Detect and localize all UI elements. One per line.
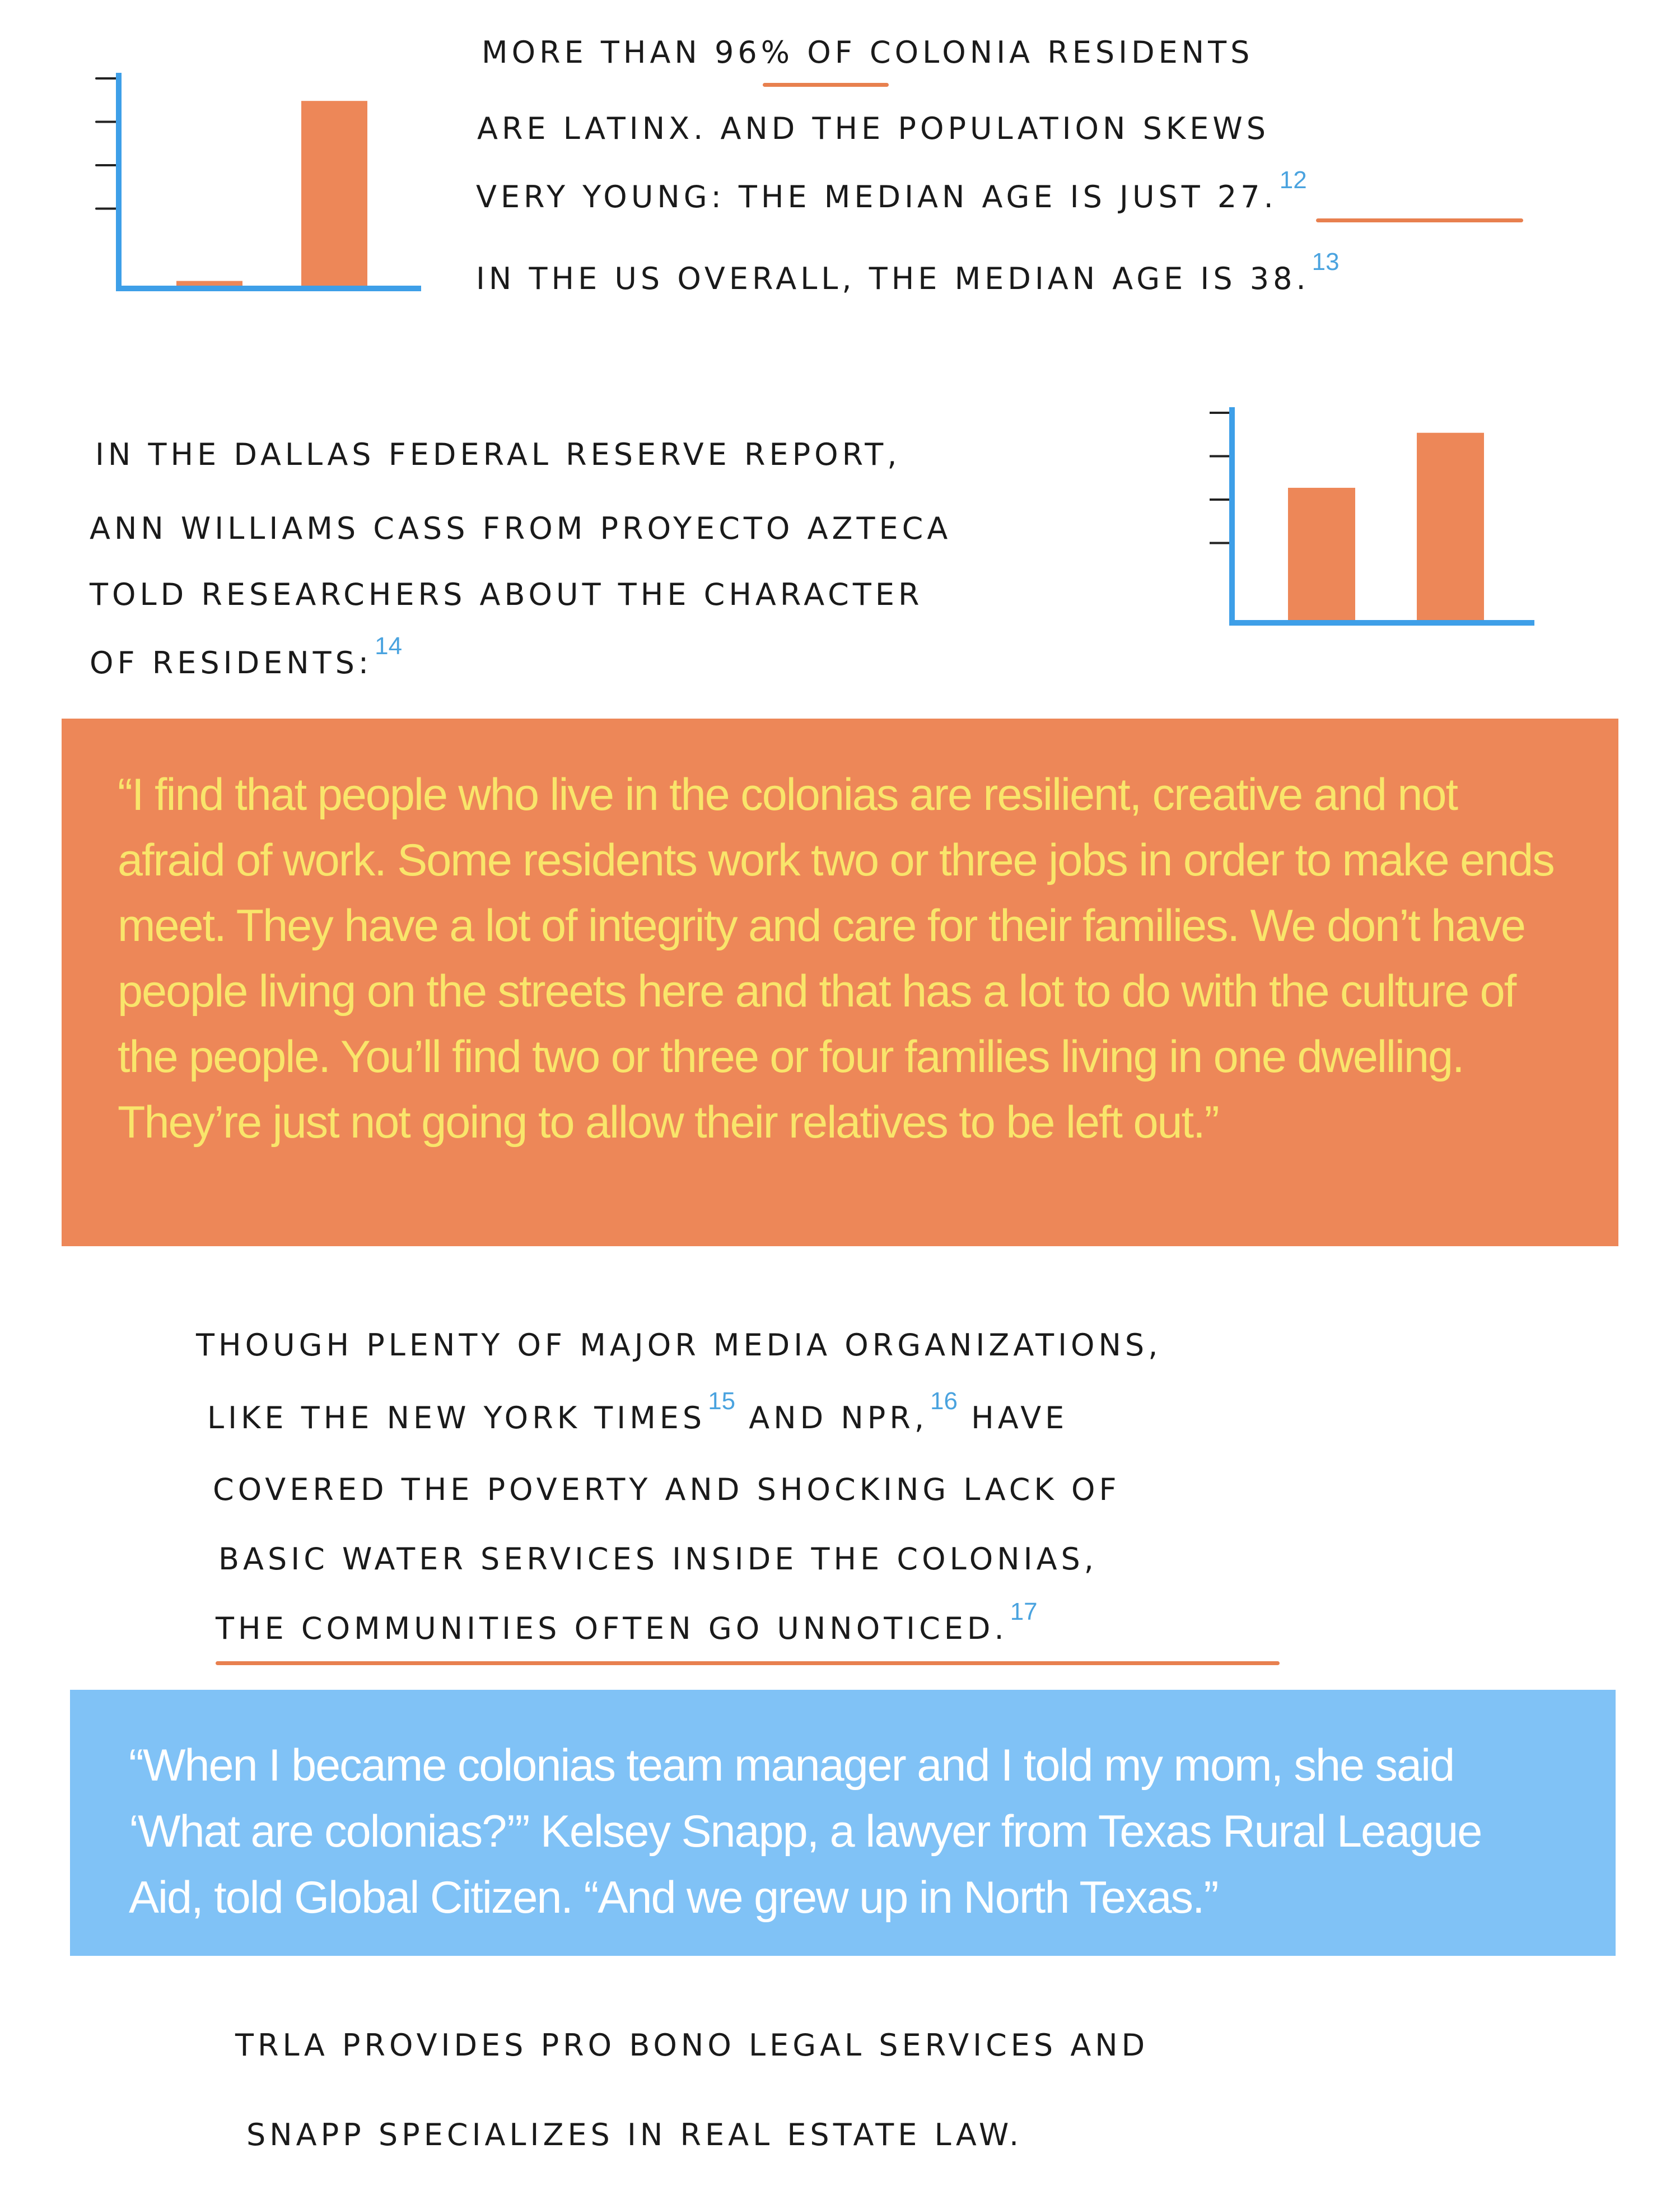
resident-character-quote: “I find that people who live in the colonias are resilient, creative and not afraid of work. Some residents work two or three jobs in order to make ends meet. They have a lot of integrity and care for their families. We don’t have people living on the streets here and that has a lot to do with the culture of the people. You’ll find two or three or four families living in one dwelling. They’re just not going to allow their relatives to be left out.” bbox=[118, 770, 1554, 1148]
text-part: LIKE THE NEW YORK TIMES bbox=[207, 1400, 706, 1436]
media-line-5 bbox=[216, 1598, 1038, 1646]
bar-chart-1 bbox=[78, 62, 437, 297]
colonia-latinx-line-1 bbox=[482, 35, 1253, 70]
resident-character-quote-box bbox=[62, 719, 1618, 1246]
trla-line-2: SNAPP SPECIALIZES IN REAL ESTATE LAW. bbox=[246, 2117, 1023, 2152]
age-highlight: JUST 27. bbox=[1119, 179, 1277, 215]
trla-line-1: TRLA PROVIDES PRO BONO LEGAL SERVICES AND bbox=[235, 2028, 1149, 2063]
text-part: AND NPR, bbox=[735, 1400, 928, 1436]
text-part: VERY YOUNG: THE MEDIAN AGE IS bbox=[476, 179, 1120, 215]
bar bbox=[1417, 433, 1484, 623]
media-line-1: THOUGH PLENTY OF MAJOR MEDIA ORGANIZATIONS, bbox=[196, 1327, 1162, 1363]
footnote-15: 15 bbox=[708, 1387, 736, 1415]
percent-highlight: 96% bbox=[715, 35, 794, 70]
bar bbox=[1288, 488, 1355, 623]
media-line-3: COVERED THE POVERTY AND SHOCKING LACK OF bbox=[213, 1472, 1121, 1507]
bar bbox=[301, 101, 367, 288]
footnote-14: 14 bbox=[375, 632, 403, 660]
footnote-17: 17 bbox=[1010, 1598, 1038, 1625]
text-part: IN THE US OVERALL, THE MEDIAN AGE IS 38. bbox=[476, 261, 1310, 296]
snapp-quote: “When I became colonias team manager and I told my mom, she said ‘What are colonias?’” Kelsey Snapp, a lawyer from Texas Rural League Aid, told Global Citizen. “And we grew up in North Texas.” bbox=[129, 1740, 1482, 1923]
text-part: THE COMMUNITIES OFTEN GO UNNOTICED. bbox=[216, 1611, 1008, 1646]
unnoticed-underline bbox=[216, 1661, 1280, 1665]
text-part: MORE THAN bbox=[482, 35, 715, 70]
text-part: HAVE bbox=[957, 1400, 1068, 1436]
footnote-12: 12 bbox=[1279, 166, 1307, 194]
median-age-line bbox=[476, 166, 1307, 215]
dallas-report-line-3: TOLD RESEARCHERS ABOUT THE CHARACTER bbox=[90, 577, 923, 612]
dallas-report-line-2: ANN WILLIAMS CASS FROM PROYECTO AZTECA bbox=[90, 511, 952, 546]
colonia-latinx-line-2: ARE LATINX. AND THE POPULATION SKEWS bbox=[477, 111, 1270, 146]
age-underline bbox=[1316, 218, 1523, 222]
dallas-report-line-1: IN THE DALLAS FEDERAL RESERVE REPORT, bbox=[95, 437, 901, 472]
us-median-age-line bbox=[476, 248, 1340, 296]
bar-chart-2 bbox=[1210, 403, 1546, 639]
percent-underline bbox=[763, 83, 889, 87]
footnote-16: 16 bbox=[930, 1387, 958, 1415]
footnote-13: 13 bbox=[1312, 248, 1340, 276]
media-line-2 bbox=[207, 1387, 1068, 1436]
media-line-4: BASIC WATER SERVICES INSIDE THE COLONIAS, bbox=[218, 1541, 1098, 1577]
text-part: OF COLONIA RESIDENTS bbox=[794, 35, 1254, 70]
dallas-report-line-4 bbox=[90, 632, 403, 681]
snapp-quote-box bbox=[70, 1690, 1616, 1956]
text-part: OF RESIDENTS: bbox=[90, 645, 373, 681]
